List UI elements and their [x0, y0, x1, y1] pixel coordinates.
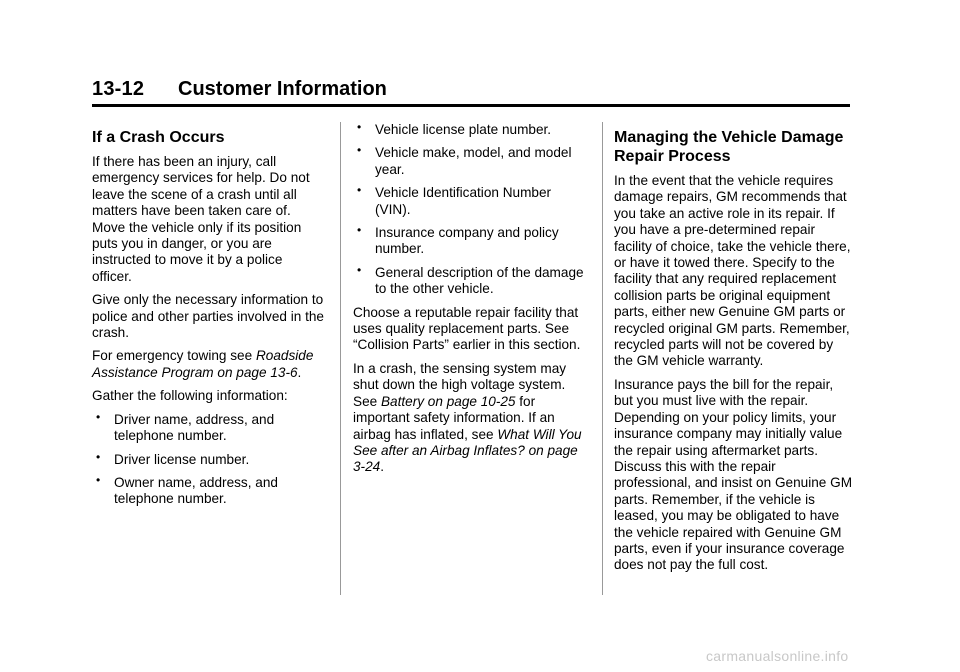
paragraph	[353, 361, 589, 476]
list-item	[92, 449, 324, 468]
bullet-icon: •	[96, 472, 101, 487]
bullet-icon: •	[96, 409, 101, 424]
section-title: Customer Information	[178, 78, 387, 100]
paragraph: If there has been an injury, call emergency services for help. Do not leave the scene of a crash until all matters have been taken care of. Move the vehicle only if its position puts you in danger, or you are instructed to move it by a police officer.	[92, 154, 310, 284]
list-item-text: Vehicle Identification Number (VIN).	[375, 185, 552, 217]
list-item	[92, 472, 324, 508]
bullet-icon: •	[357, 223, 362, 238]
bullet-icon: •	[357, 120, 362, 134]
list-item-text: Insurance company and policy number.	[375, 225, 559, 257]
bullet-icon: •	[357, 183, 362, 198]
cross-reference-link[interactable]: Roadside Assistance Program on page 13-6	[92, 348, 314, 380]
column-middle	[353, 122, 589, 483]
list-item-text: Driver license number.	[114, 451, 250, 467]
column-left	[92, 128, 324, 515]
list-item-text: General description of the damage to the other vehicle.	[375, 264, 584, 297]
paragraph: Gather the following information:	[92, 388, 288, 404]
text: For emergency towing see	[92, 348, 256, 364]
paragraph: Give only the necessary information to police and other parties involved in the crash.	[92, 292, 324, 341]
column-divider	[340, 122, 341, 595]
bullet-icon: •	[96, 449, 101, 464]
cross-reference-link[interactable]: What Will You See after an Airbag Inflates? on page 3-24	[353, 426, 582, 475]
text: .	[380, 459, 384, 475]
list-item	[353, 225, 589, 258]
info-list	[92, 409, 324, 508]
list-item-text: Owner name, address, and telephone number.	[114, 474, 278, 507]
info-list	[353, 122, 589, 298]
list-item	[353, 262, 589, 298]
text: for important safety information. If an airbag has inflated, see	[353, 393, 555, 442]
list-item	[353, 185, 589, 218]
column-right	[614, 128, 854, 581]
bullet-icon: •	[357, 262, 362, 277]
list-item-text: Vehicle make, model, and model year.	[375, 145, 572, 177]
text: .	[297, 364, 302, 380]
column-divider	[602, 122, 603, 595]
text: In a crash, the sensing system may shut down the high voltage system. See	[353, 360, 567, 409]
list-item-text: Driver name, address, and telephone number.	[114, 411, 275, 444]
list-item-text: Vehicle license plate number.	[375, 122, 552, 137]
list-item	[353, 145, 589, 178]
paragraph: In the event that the vehicle requires damage repairs, GM recommends that you take an active role in its repair. If you have a pre-determined repair facility of choice, take the vehicle there, or have it towed there. Specify to the facility that any required replacement collision parts be original equipment parts, either new Genuine GM parts or recycled original GM parts. Remember, recycled parts will not be covered by the GM vehicle warranty.	[614, 173, 851, 369]
page-number: 13-12	[92, 78, 145, 100]
repair-process-heading: Managing the Vehicle Damage Repair Process	[614, 129, 844, 165]
watermark: carmanualsonline.info	[706, 648, 849, 664]
paragraph: Choose a reputable repair facility that uses quality replacement parts. See “Collision Parts” earlier in this section.	[353, 304, 581, 353]
page-header	[92, 78, 850, 107]
cross-reference-link[interactable]: Battery on page 10-25	[380, 393, 516, 409]
list-item	[92, 409, 324, 445]
paragraph	[92, 348, 324, 381]
paragraph: Insurance pays the bill for the repair, but you must live with the repair. Depending on your policy limits, your insurance company may initially value the repair using aftermarket parts. Discuss this with the repair professional, and insist on Genuine GM parts. Remember, if the vehicle is leased, you may be obligated to have the vehicle repaired with Genuine GM parts, even if your insurance coverage does not pay the full cost.	[614, 376, 853, 573]
crash-heading: If a Crash Occurs	[92, 129, 225, 146]
list-item	[353, 122, 589, 138]
bullet-icon: •	[357, 143, 362, 158]
